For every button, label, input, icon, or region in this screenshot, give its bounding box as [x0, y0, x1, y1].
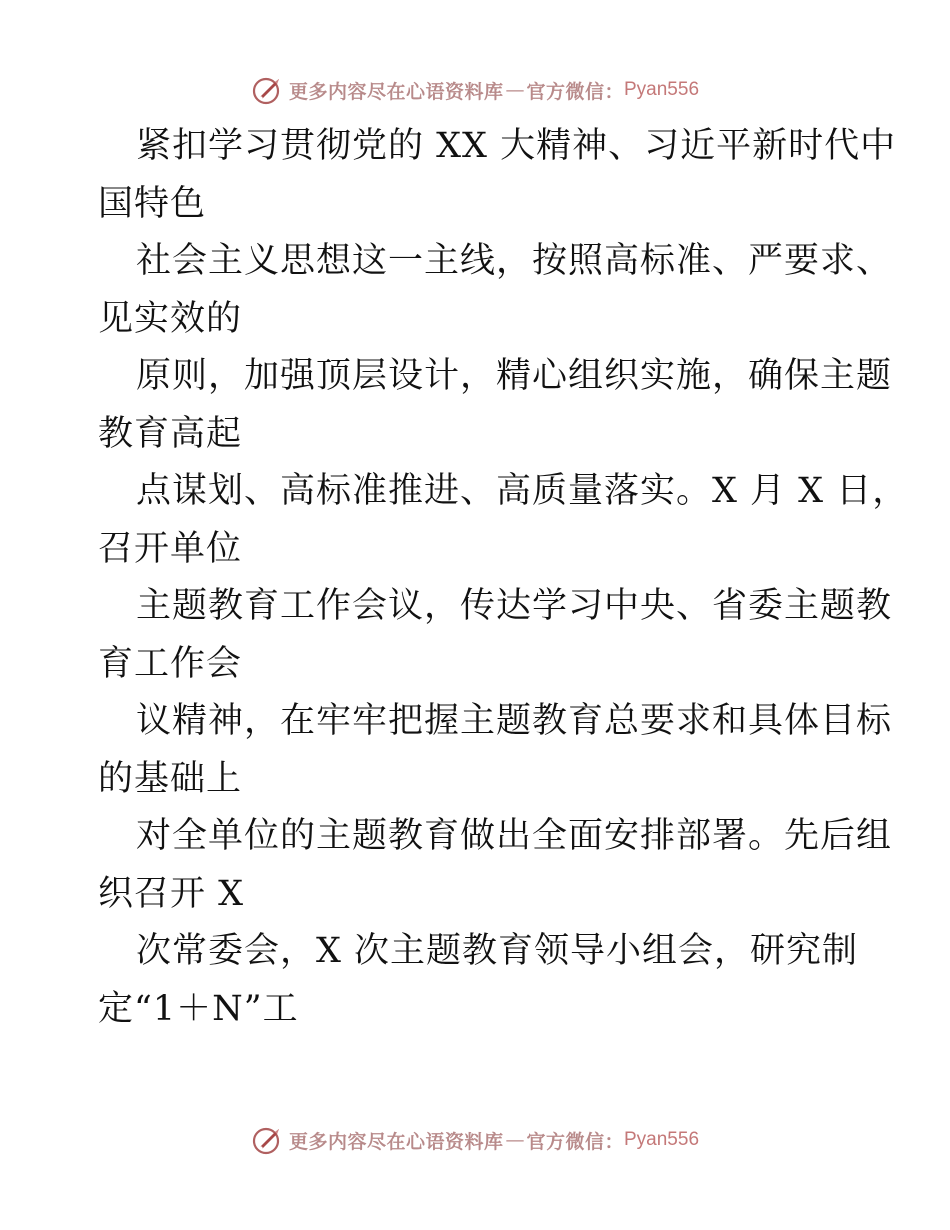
paragraph-line: 对全单位的主题教育做出全面安排部署。先后组	[136, 816, 893, 856]
paragraph-line: 主题教育工作会议，传达学习中央、省委主题教	[136, 586, 893, 626]
paragraph-line: 定“1＋N”工	[98, 988, 299, 1029]
paragraph-line: 育工作会	[98, 643, 243, 684]
paragraph-line: 点谋划、高标准推进、高质量落实。X 月 X 日，	[136, 471, 909, 511]
header-watermark	[0, 70, 950, 110]
paragraph-line: 原则，加强顶层设计，精心组织实施，确保主题	[136, 356, 893, 396]
watermark-separator: —	[505, 1129, 525, 1151]
pen-logo-icon	[251, 73, 285, 107]
watermark-account: Pyan556	[624, 79, 700, 100]
footer-watermark	[0, 1120, 950, 1160]
paragraph-line: 紧扣学习贯彻党的 XX 大精神、习近平新时代中	[136, 126, 897, 166]
paragraph	[98, 923, 858, 1038]
document-body	[98, 118, 909, 1038]
watermark-separator: —	[505, 79, 525, 101]
paragraph-line: 教育高起	[98, 413, 243, 454]
watermark-label: 官方微信：	[526, 80, 624, 103]
pen-logo-icon	[251, 1123, 285, 1157]
paragraph-line: 的基础上	[98, 758, 243, 799]
paragraph-line: 织召开 X	[98, 873, 245, 914]
watermark-account: Pyan556	[624, 1129, 700, 1150]
paragraph	[98, 118, 897, 233]
watermark-text: 更多内容尽在心语资料库	[288, 80, 504, 103]
paragraph-line: 社会主义思想这一主线，按照高标准、严要求、	[136, 241, 893, 281]
paragraph	[98, 233, 893, 348]
paragraph-line: 议精神，在牢牢把握主题教育总要求和具体目标	[136, 701, 893, 741]
paragraph-line: 召开单位	[98, 528, 243, 569]
watermark-text: 更多内容尽在心语资料库	[288, 1130, 504, 1153]
paragraph	[98, 808, 893, 923]
paragraph	[98, 348, 893, 463]
paragraph-line: 次常委会，X 次主题教育领导小组会，研究制	[136, 931, 859, 971]
paragraph	[98, 693, 893, 808]
paragraph	[98, 463, 909, 578]
paragraph-line: 见实效的	[98, 298, 243, 339]
paragraph-line: 国特色	[98, 183, 207, 224]
watermark-label: 官方微信：	[526, 1130, 624, 1153]
paragraph	[98, 578, 893, 693]
